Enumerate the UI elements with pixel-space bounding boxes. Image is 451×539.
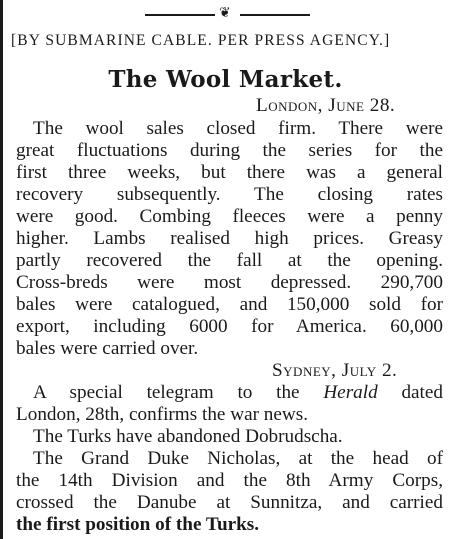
london-dateline: London, June 28.	[256, 95, 396, 116]
rule-left	[145, 14, 215, 16]
london-line-7: partly recovered the fall at the opening.	[16, 250, 443, 271]
sydney-line-5: the 14th Division and the 8th Army Corps,	[16, 470, 443, 491]
fleuron-icon: ❦	[219, 5, 231, 21]
london-line-9: bales were catalogued, and 150,000 sold for	[16, 294, 443, 315]
sydney-line-4: The Grand Duke Nicholas, at the head of	[33, 448, 443, 469]
newspaper-name: Herald	[323, 382, 378, 403]
sydney-line-7: the first position of the Turks.	[16, 514, 260, 535]
sydney-line-1-start: A special telegram to the	[33, 382, 324, 403]
sydney-line-2: London, 28th, confirms the war news.	[16, 404, 309, 425]
article-title: The Wool Market.	[108, 66, 343, 93]
sydney-line-3: The Turks have abandoned Dobrudscha.	[33, 426, 343, 447]
london-line-5: were good. Combing fleeces were a penny	[16, 206, 443, 227]
sydney-line-1	[33, 382, 443, 404]
london-line-6: higher. Lambs realised high prices. Greasy	[16, 228, 443, 249]
london-line-11: bales were carried over.	[16, 338, 199, 359]
sydney-line-6: crossed the Danube at Sunnitza, and carried	[16, 492, 443, 513]
sydney-dateline: Sydney, July 2.	[272, 360, 398, 381]
sydney-line-1-end: dated	[377, 382, 443, 403]
cable-source-line: [BY SUBMARINE CABLE. PER PRESS AGENCY.]	[11, 32, 391, 49]
london-line-1: The wool sales closed firm. There were	[33, 118, 443, 139]
rule-right	[240, 14, 310, 16]
london-line-2: great fluctuations during the series for the	[16, 140, 443, 161]
london-line-10: export, including 6000 for America. 60,000	[16, 316, 443, 337]
ornamental-rule	[145, 5, 310, 21]
london-line-8: Cross-breds were most depressed. 290,700	[16, 272, 443, 293]
london-line-3: first three weeks, but there was a general	[16, 162, 443, 183]
london-line-4: recovery subsequently. The closing rates	[16, 184, 443, 205]
